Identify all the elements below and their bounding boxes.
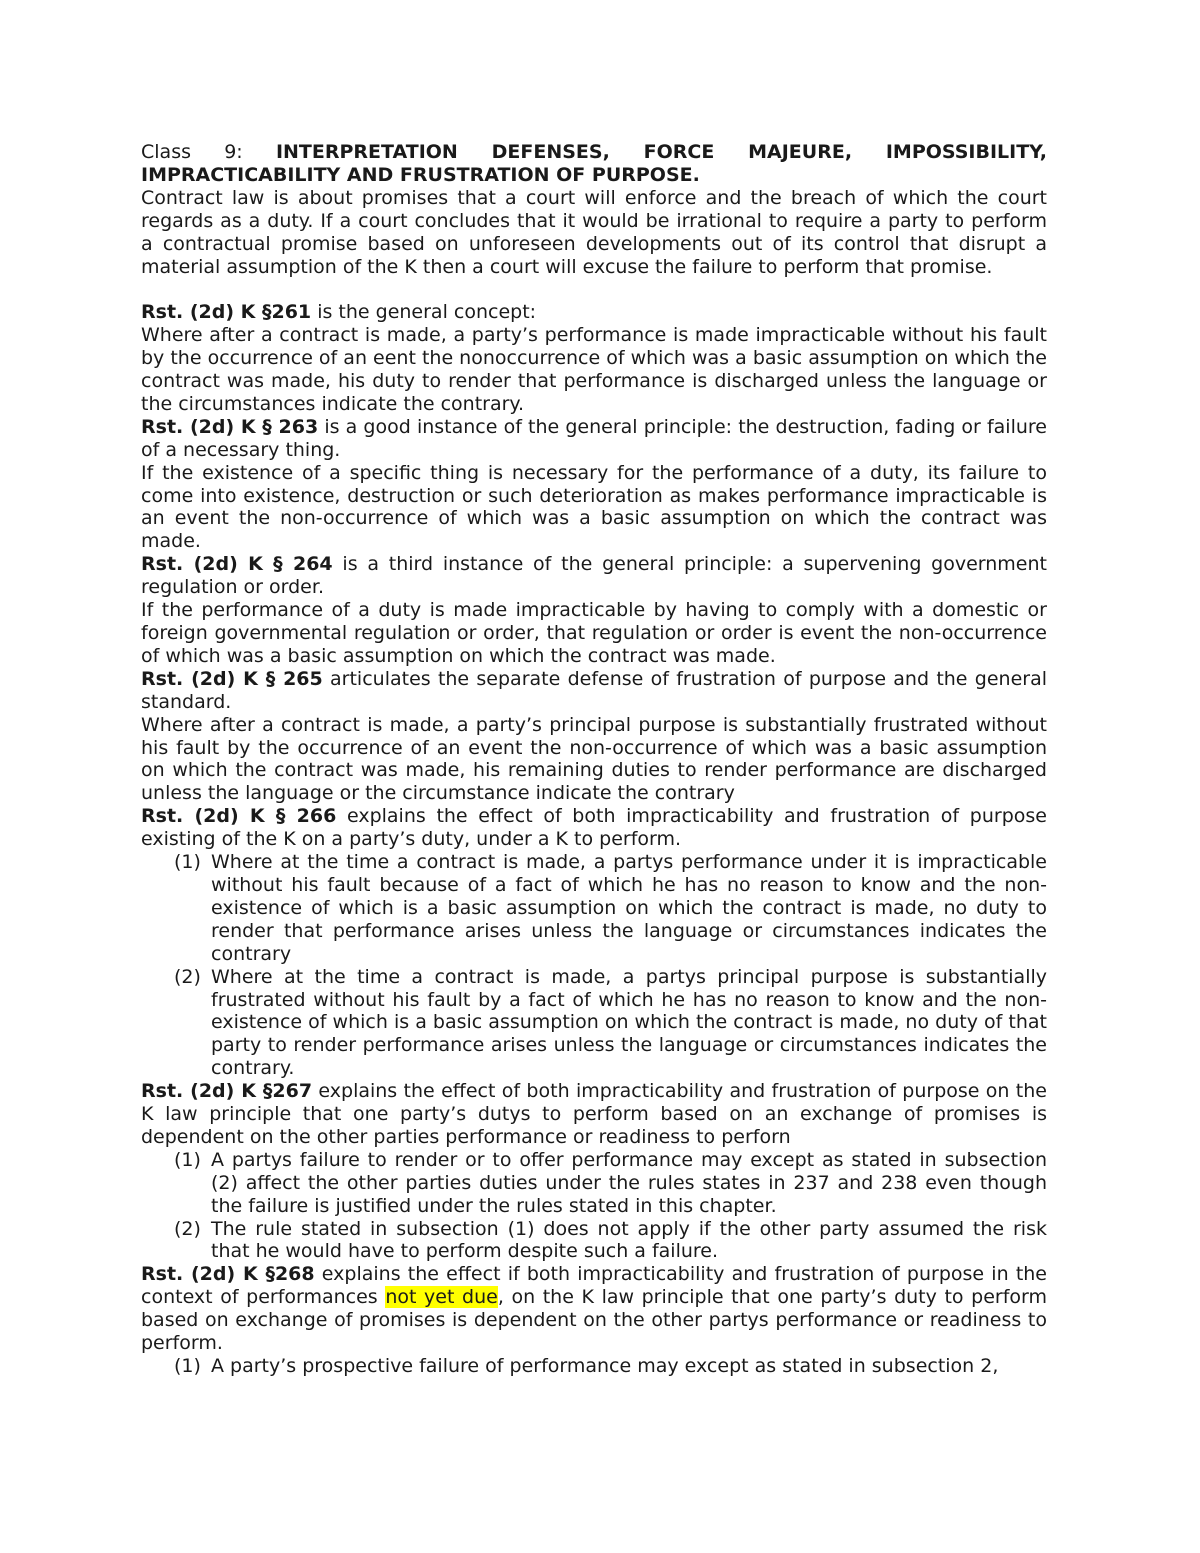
list-item — [141, 1149, 1047, 1218]
section-266-list — [141, 851, 1047, 1080]
section-264-lead-text: is a third instance of the general principle: a supervening government regulation or order. — [141, 553, 1047, 599]
section-265-lead-text: articulates the separate defense of frustration of purpose and the general standard. — [141, 667, 1047, 713]
section-264-lead — [141, 553, 1047, 599]
highlighted-text: not yet due — [385, 1286, 498, 1309]
section-265-lead — [141, 668, 1047, 714]
list-item-number: (2) — [174, 965, 201, 988]
section-268-label: Rst. (2d) K §268 — [141, 1263, 315, 1286]
document-page — [141, 141, 1047, 1378]
section-261-label: Rst. (2d) K §261 — [141, 301, 312, 324]
section-266-lead-text: explains the effect of both impracticability and frustration of purpose existing of the K on a party’s duty, under a K to perform. — [141, 805, 1047, 851]
list-item — [141, 1355, 1047, 1378]
intro-paragraph: Contract law is about promises that a court will enforce and the breach of which the court regards as a duty. If a court concludes that it would be irrational to require a party to perform a contractual promise based on unforeseen developments out of its control that disrupt a material assumption of the K then a court will excuse the failure to perform that promise. — [141, 186, 1047, 278]
section-265-text: Where after a contract is made, a party’s principal purpose is substantially frustrated without his fault by the occurrence of an event the non-occurrence of which was a basic assumption on which the contract was made, his remaining duties to render performance are discharged unless the language or the circumstance indicate the contrary — [141, 713, 1047, 805]
section-264-label: Rst. (2d) K § 264 — [141, 553, 333, 576]
section-264-text: If the performance of a duty is made impracticable by having to comply with a domestic or foreign governmental regulation or order, that regulation or order is event the non-occurrence of which was a basic assumption on which the contract was made. — [141, 599, 1047, 667]
class-heading — [141, 141, 1047, 187]
section-263-text: If the existence of a specific thing is necessary for the performance of a duty, its failure to come into existence, destruction or such deterioration as makes performance impracticable is an event the non-occurrence of which was a basic assumption on which the contract was made. — [141, 461, 1047, 553]
list-item-text: A partys failure to render or to offer performance may except as stated in subsection (2) affect the other parties duties under the rules states in 237 and 238 even though the failure is justified under the rules stated in this chapter. — [211, 1148, 1047, 1217]
section-265-label: Rst. (2d) K § 265 — [141, 667, 323, 690]
list-item-text: A party’s prospective failure of performance may except as stated in subsection 2, — [211, 1355, 999, 1378]
section-268-list — [141, 1355, 1047, 1378]
list-item — [141, 851, 1047, 966]
list-item-number: (1) — [174, 1355, 201, 1378]
section-267-label: Rst. (2d) K §267 — [141, 1080, 313, 1103]
section-266-label: Rst. (2d) K § 266 — [141, 805, 337, 828]
list-item-text: Where at the time a contract is made, a partys principal purpose is substantially frustrated without his fault by a fact of which he has no reason to know and the non-existence of which is a basic assumption on which the contract is made, no duty of that party to render performance arises unless the language or circumstances indicates the contrary. — [211, 965, 1047, 1080]
blank-line — [141, 278, 1047, 301]
section-268-lead-after: , on the K law principle that one party’s duty to perform based on exchange of promises is dependent on the other partys performance or readiness to perform. — [141, 1286, 1047, 1355]
section-267-lead — [141, 1080, 1047, 1149]
section-263-lead-text: is a good instance of the general principle: the destruction, fading or failure of a necessary thing. — [141, 415, 1047, 461]
section-267-lead-text: explains the effect of both impracticability and frustration of purpose on the K law principle that one party’s dutys to perform based on an exchange of promises is dependent on the other parties performance or readiness to perforn — [141, 1080, 1047, 1148]
list-item — [141, 1218, 1047, 1264]
class-title: INTERPRETATION DEFENSES, FORCE MAJEURE, IMPOSSIBILITY, IMPRACTICABILITY AND FRUSTRATION OF PURPOSE. — [141, 141, 1047, 186]
section-261-text: Where after a contract is made, a party’s performance is made impracticable without his fault by the occurrence of an eent the nonoccurrence of which was a basic assumption on which the contract was made, his duty to render that performance is discharged unless the language or the circumstances indicate the contrary. — [141, 324, 1047, 415]
list-item-text: Where at the time a contract is made, a partys performance under it is impracticable without his fault because of a fact of which he has no reason to know and the non-existence of which is a basic assumption on which the contract is made, no duty to render that performance arises unless the language or circumstances indicates the contrary — [211, 851, 1047, 965]
section-267-list — [141, 1149, 1047, 1264]
section-268-lead — [141, 1263, 1047, 1355]
list-item-text: The rule stated in subsection (1) does not apply if the other party assumed the risk that he would have to perform despite such a failure. — [211, 1217, 1047, 1263]
section-261-lead-text: is the general concept: — [311, 301, 537, 324]
section-266-lead — [141, 805, 1047, 851]
class-prefix: Class 9: — [141, 141, 276, 163]
section-263-lead — [141, 416, 1047, 462]
section-261-lead — [141, 301, 1047, 324]
list-item-number: (2) — [174, 1217, 201, 1240]
section-268-lead-before: explains the effect if both impracticability and frustration of purpose in the context of performances — [141, 1263, 1047, 1309]
list-item-number: (1) — [174, 851, 201, 874]
list-item — [141, 966, 1047, 1081]
list-item-number: (1) — [174, 1148, 201, 1171]
section-263-label: Rst. (2d) K § 263 — [141, 415, 319, 438]
